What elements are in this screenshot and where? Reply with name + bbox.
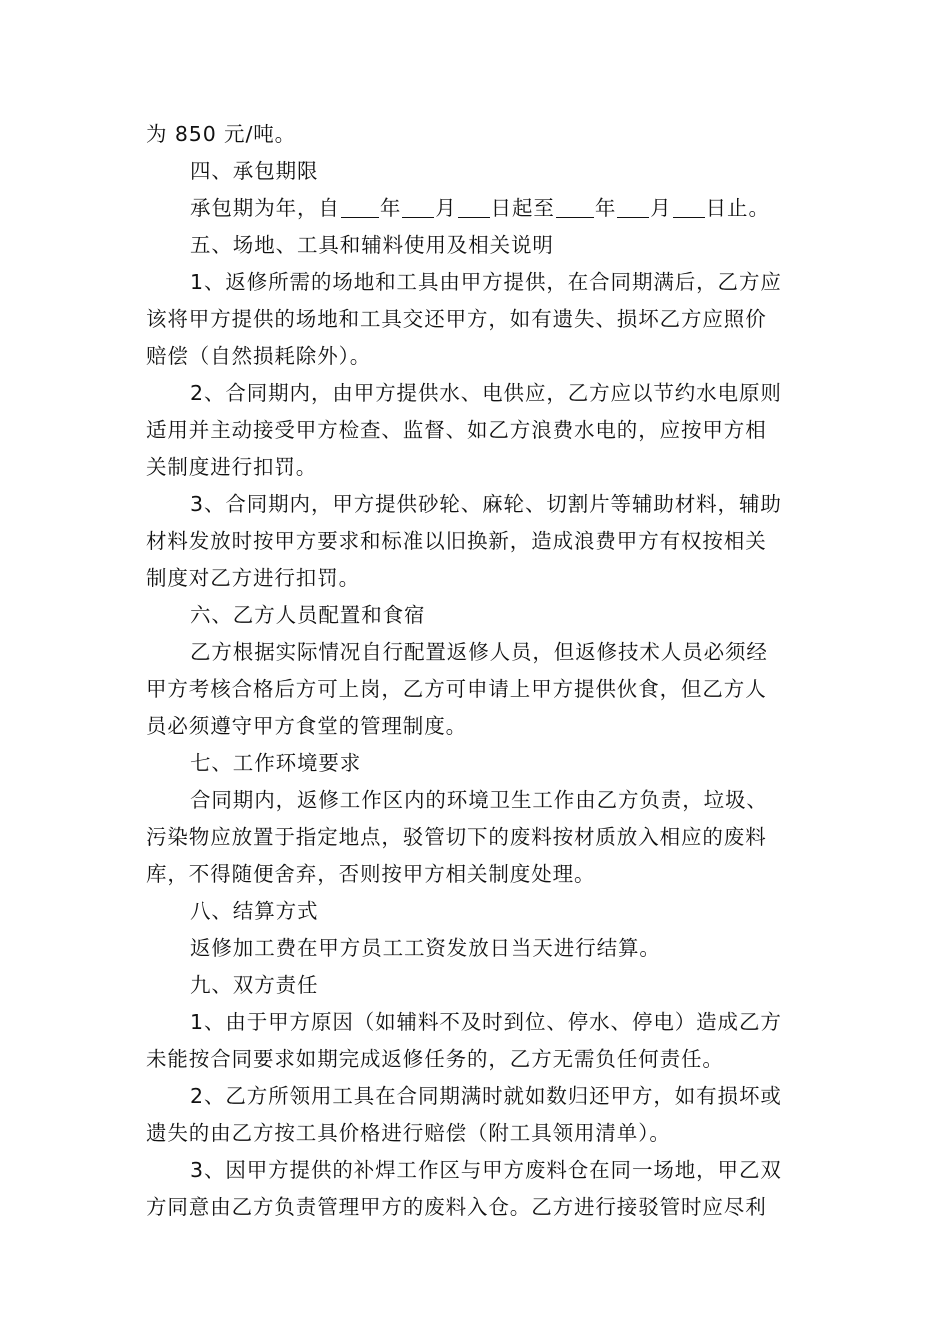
blank-start-month [402,195,434,218]
text-line: 该将甲方提供的场地和工具交还甲方，如有遗失、损坏乙方应照价 [146,307,767,331]
text-line: 为 850 元/吨。 [146,122,297,146]
text-line: 方同意由乙方负责管理甲方的废料入仓。乙方进行接驳管时应尽利 [146,1195,767,1219]
text-line: 制度对乙方进行扣罚。 [146,566,360,590]
term-text: 日起至 [490,196,555,220]
term-text: 日止。 [705,196,770,220]
document-body [146,116,810,1226]
text-line: 1、由于甲方原因（如辅料不及时到位、停水、停电）造成乙方 [190,1010,782,1034]
text-line: 关制度进行扣罚。 [146,455,318,479]
text-line: 未能按合同要求如期完成返修任务的，乙方无需负任何责任。 [146,1047,724,1071]
text-line: 1、返修所需的场地和工具由甲方提供，在合同期满后，乙方应 [190,270,782,294]
blank-end-day [673,195,705,218]
blank-start-year [341,195,379,218]
text-line: 乙方根据实际情况自行配置返修人员，但返修技术人员必须经 [190,640,768,664]
term-text: 承包期为年，自 [190,196,340,220]
text-line: 适用并主动接受甲方检查、监督、如乙方浪费水电的，应按甲方相 [146,418,767,442]
text-line: 3、因甲方提供的补焊工作区与甲方废料仓在同一场地，甲乙双 [190,1158,782,1182]
text-line: 返修加工费在甲方员工工资发放日当天进行结算。 [190,936,661,960]
section-heading: 四、承包期限 [190,159,319,183]
term-text: 年 [594,196,617,220]
text-line: 3、合同期内，甲方提供砂轮、麻轮、切割片等辅助材料，辅助 [190,492,782,516]
section-heading: 八、结算方式 [190,899,319,923]
term-text: 月 [435,196,457,220]
blank-end-year [556,195,594,218]
text-line: 材料发放时按甲方要求和标准以旧换新，造成浪费甲方有权按相关 [146,529,767,553]
text-line: 赔偿（自然损耗除外）。 [146,344,372,368]
section-heading: 九、双方责任 [190,973,319,997]
text-line: 污染物应放置于指定地点，驳管切下的废料按材质放入相应的废料 [146,825,767,849]
contract-term-line [146,190,810,227]
text-line: 2、合同期内，由甲方提供水、电供应，乙方应以节约水电原则 [190,381,782,405]
section-heading: 五、场地、工具和辅料使用及相关说明 [190,233,554,257]
blank-end-month [617,195,649,218]
section-heading: 七、工作环境要求 [190,751,362,775]
term-text: 月 [650,196,672,220]
text-line: 甲方考核合格后方可上岗，乙方可申请上甲方提供伙食，但乙方人 [146,677,767,701]
text-line: 员必须遵守甲方食堂的管理制度。 [146,714,467,738]
text-line: 遗失的由乙方按工具价格进行赔偿（附工具领用清单）。 [146,1121,671,1145]
blank-start-day [458,195,490,218]
text-line: 合同期内，返修工作区内的环境卫生工作由乙方负责，垃圾、 [190,788,768,812]
text-line: 库，不得随便舍弃，否则按甲方相关制度处理。 [146,862,596,886]
section-heading: 六、乙方人员配置和食宿 [190,603,426,627]
text-line: 2、乙方所领用工具在合同期满时就如数归还甲方，如有损坏或 [190,1084,782,1108]
term-text: 年 [379,196,402,220]
